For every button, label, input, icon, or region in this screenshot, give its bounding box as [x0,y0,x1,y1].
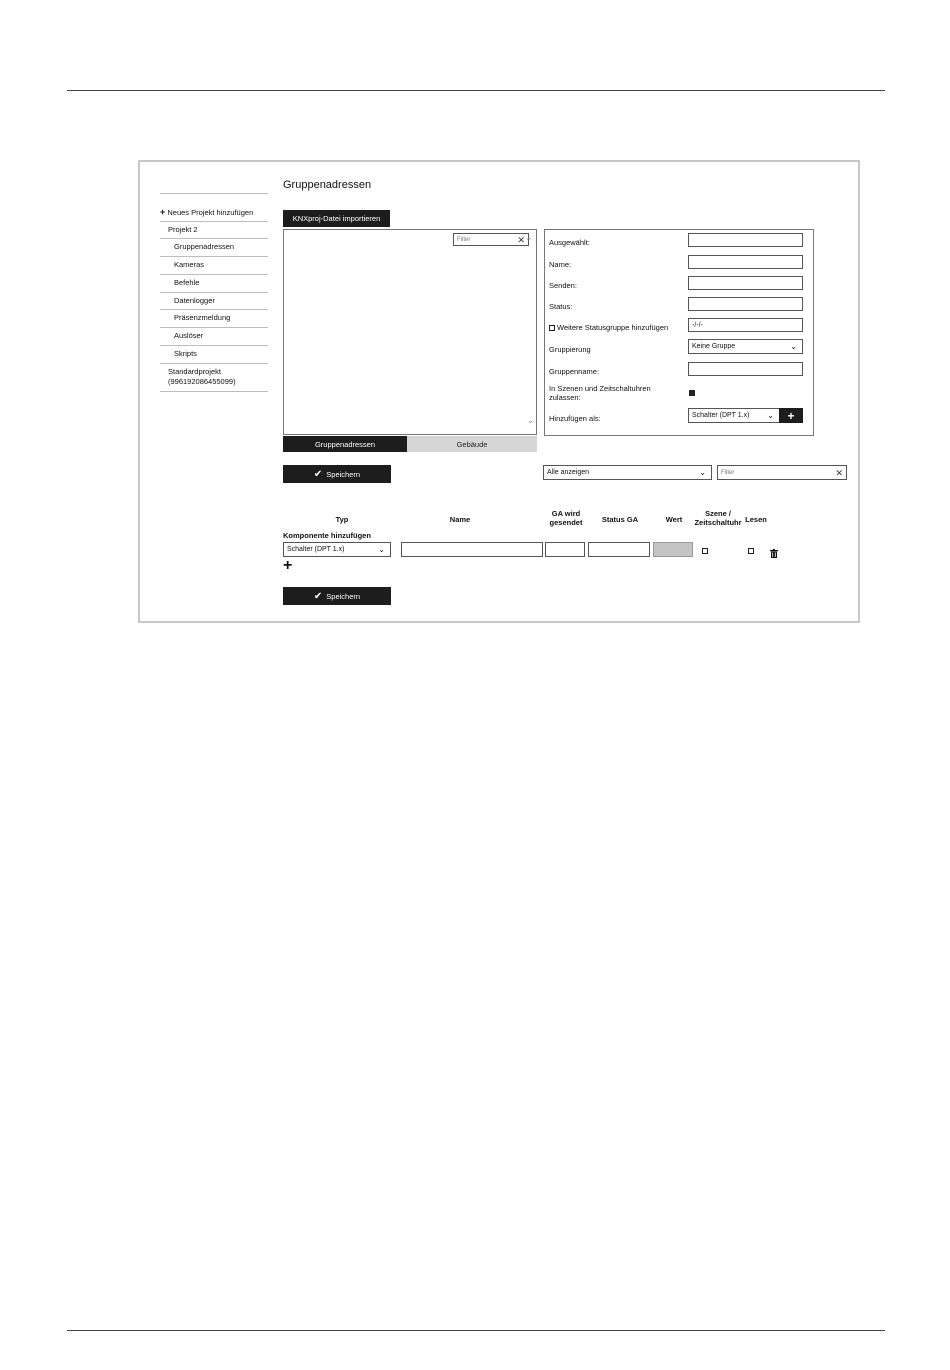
component-name-field[interactable] [401,542,543,557]
sidebar-divider [160,193,268,194]
page-title: Gruppenadressen [283,179,372,191]
close-icon[interactable]: ✕ [835,468,843,478]
save-button-label: Speichern [326,591,361,601]
import-knxproj-button[interactable]: KNXproj-Datei importieren [283,210,390,227]
group-name-field[interactable] [688,362,803,376]
more-status-field[interactable]: -/-/- [688,318,803,332]
checkmark-icon: ✔ [313,468,323,480]
scenes-label [549,384,651,402]
sidebar-divider [160,391,268,392]
name-field[interactable] [688,255,803,269]
sidebar-divider [160,292,268,293]
chevron-down-icon: ⌄ [699,468,706,477]
header-ga-send [536,509,596,527]
sidebar-item-skripts[interactable]: Skripts [174,349,197,358]
header-scene-line2: Zeitschaltuhr [694,518,742,527]
page-top-rule [67,90,885,91]
more-status-checkbox[interactable] [549,325,555,331]
group-address-form [544,229,814,436]
sidebar-item-praesenzmeldung[interactable]: Präsenzmeldung [174,313,231,322]
page-bottom-rule [67,1330,885,1331]
component-scene-checkbox[interactable] [702,548,708,554]
tab-gebaeude[interactable]: Gebäude [407,436,537,452]
header-ga-send-line1: GA wird [551,509,581,518]
save-button-bottom[interactable] [283,587,391,605]
chevron-down-icon: ⌄ [378,545,385,554]
selected-label: Ausgewählt: [549,238,590,247]
checkmark-icon: ✔ [313,590,323,602]
add-component-label: Komponente hinzufügen [283,531,371,540]
selected-field[interactable] [688,233,803,247]
sidebar-divider [160,345,268,346]
component-ga-send-field[interactable] [545,542,585,557]
standard-project-id: (996192086455099) [168,377,236,386]
header-type: Typ [335,515,349,524]
add-as-value: Schalter (DPT 1.x) [692,412,750,419]
chevron-down-icon: ⌄ [790,342,797,351]
trash-icon[interactable] [770,545,778,554]
sidebar-divider [160,309,268,310]
sidebar-item-projekt-2[interactable]: Projekt 2 [168,225,198,234]
tree-filter-input[interactable] [453,233,529,246]
scroll-down-icon[interactable]: ⌄ [527,416,534,425]
status-field[interactable] [688,297,803,311]
component-value-field [653,542,693,557]
more-status-label: Weitere Statusgruppe hinzufügen [557,323,669,332]
grouping-select[interactable] [688,339,803,354]
group-address-tree[interactable] [283,229,537,435]
header-name: Name [449,515,471,524]
group-name-label: Gruppenname: [549,367,600,376]
name-label: Name: [549,260,572,269]
plus-icon: + [787,408,795,423]
header-value: Wert [665,515,683,524]
header-status-ga: Status GA [601,515,639,524]
list-filter-placeholder: Filter [721,469,735,476]
sidebar-item-kameras[interactable]: Kameras [174,260,205,269]
list-filter-input[interactable] [717,465,847,480]
scenes-label-line1: In Szenen und Zeitschaltuhren [549,384,651,393]
more-status-option[interactable] [549,323,668,332]
add-group-address-button[interactable] [779,408,803,423]
sidebar-divider [160,256,268,257]
header-ga-send-line2: gesendet [549,518,583,527]
grouping-value: Keine Gruppe [692,343,736,350]
sidebar-divider [160,221,268,222]
sidebar-item-gruppenadressen[interactable]: Gruppenadressen [174,242,235,251]
add-as-label: Hinzufügen als: [549,414,601,423]
close-icon[interactable]: ✕ [517,235,525,245]
scenes-label-line2: zulassen: [549,393,581,402]
scenes-checkbox[interactable] [689,390,695,396]
component-read-checkbox[interactable] [748,548,754,554]
sidebar-item-befehle[interactable]: Befehle [174,278,200,287]
header-scene-line1: Szene / [705,509,731,518]
sidebar-divider [160,238,268,239]
sidebar-divider [160,363,268,364]
scroll-up-icon[interactable]: ^ [527,236,531,245]
plus-icon: + [160,207,166,217]
save-button-label: Speichern [326,469,361,479]
standard-project-name: Standardprojekt [168,367,221,376]
app-screenshot-frame [138,160,860,623]
send-label: Senden: [549,281,577,290]
component-type-select[interactable] [283,542,391,557]
sidebar-item-datenlogger[interactable]: Datenlogger [174,296,215,305]
sidebar-item-standardprojekt[interactable] [168,367,236,387]
header-scene [688,509,748,527]
component-status-ga-field[interactable] [588,542,650,557]
sidebar-divider [160,274,268,275]
add-as-select[interactable] [688,408,780,423]
add-project-link[interactable] [160,207,253,218]
send-field[interactable] [688,276,803,290]
component-type-value: Schalter (DPT 1.x) [287,546,345,553]
tab-gruppenadressen[interactable]: Gruppenadressen [283,436,407,452]
header-read: Lesen [745,515,767,524]
status-label: Status: [549,302,573,311]
add-component-plus-icon[interactable]: + [283,557,293,574]
show-filter-select[interactable] [543,465,712,480]
sidebar-divider [160,327,268,328]
save-button-top[interactable] [283,465,391,483]
chevron-down-icon: ⌄ [767,411,774,420]
show-filter-value: Alle anzeigen [547,469,590,476]
grouping-label: Gruppierung [549,345,591,354]
add-project-label: Neues Projekt hinzufügen [167,208,254,217]
sidebar-item-ausloeser[interactable]: Auslöser [174,331,204,340]
tree-filter-placeholder: Filter [457,236,471,243]
